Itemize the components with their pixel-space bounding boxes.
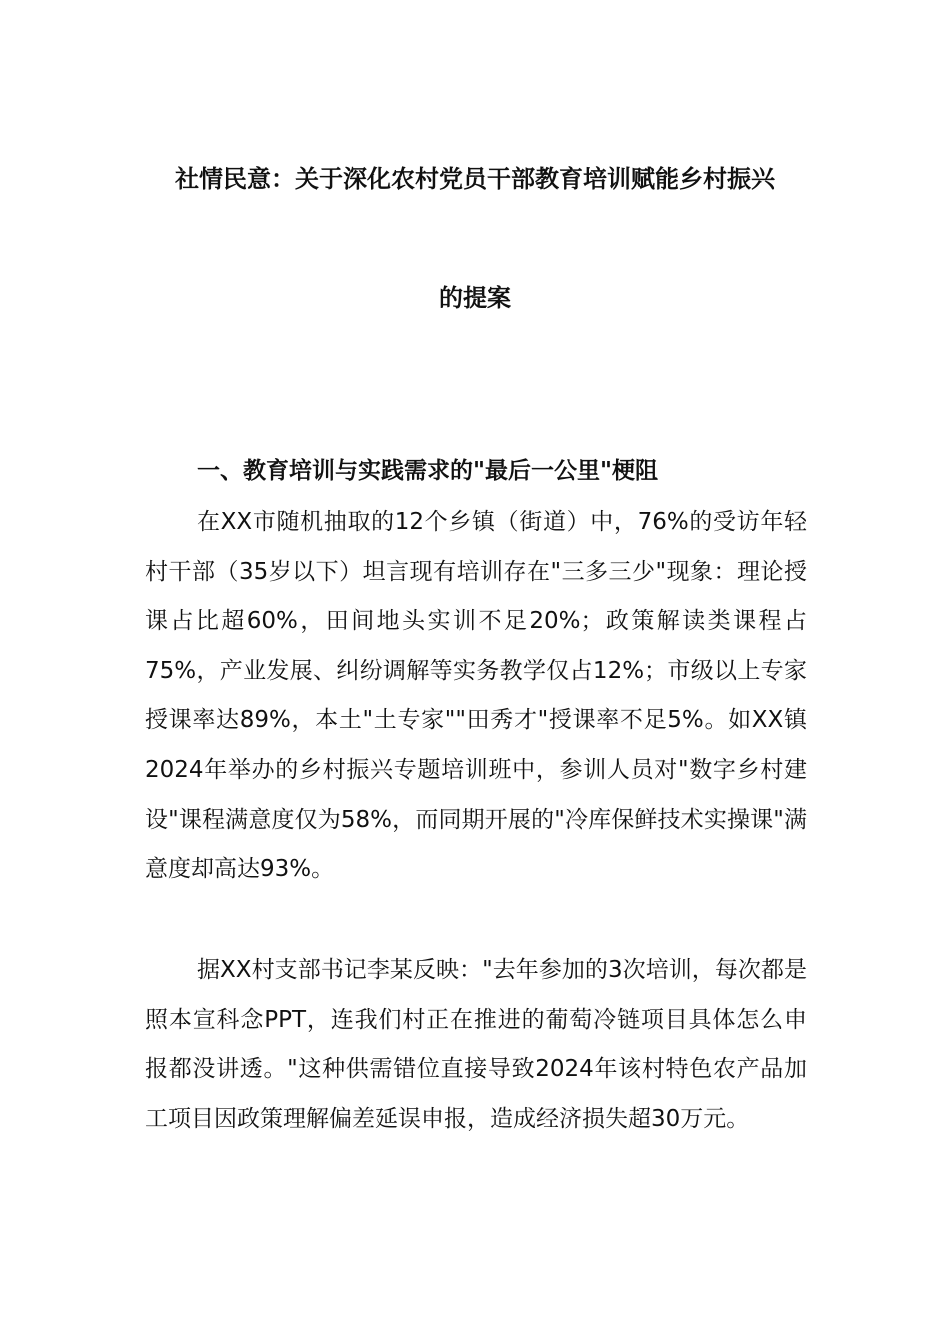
body-paragraph-1: 在XX市随机抽取的12个乡镇（街道）中，76%的受访年轻村干部（35岁以下）坦言现有培训存在"三多三少"现象：理论授课占比超60%，田间地头实训不足20%；政策解读类课程占75%，产业发展、纠纷调解等实务教学仅占12%；市级以上专家授课率达89%，本土"土专家""田秀才"授课率不足5%。如XX镇2024年举办的乡村振兴专题培训班中，参训人员对"数字乡村建设"课程满意度仅为58%，而同期开展的"冷库保鲜技术实操课"满意度却高达93%。 (145, 509, 807, 883)
section-heading: 一、教育培训与实践需求的"最后一公里"梗阻 (197, 458, 658, 484)
document-title-line-2: 的提案 (439, 284, 511, 312)
body-paragraph-2: 据XX村支部书记李某反映："去年参加的3次培训，每次都是照本宣科念PPT，连我们村正在推进的葡萄冷链项目具体怎么申报都没讲透。"这种供需错位直接导致2024年该村特色农产品加工项目因政策理解偏差延误申报，造成经济损失超30万元。 (145, 957, 807, 1132)
document-title-line-1: 社情民意：关于深化农村党员干部教育培训赋能乡村振兴 (175, 165, 775, 193)
